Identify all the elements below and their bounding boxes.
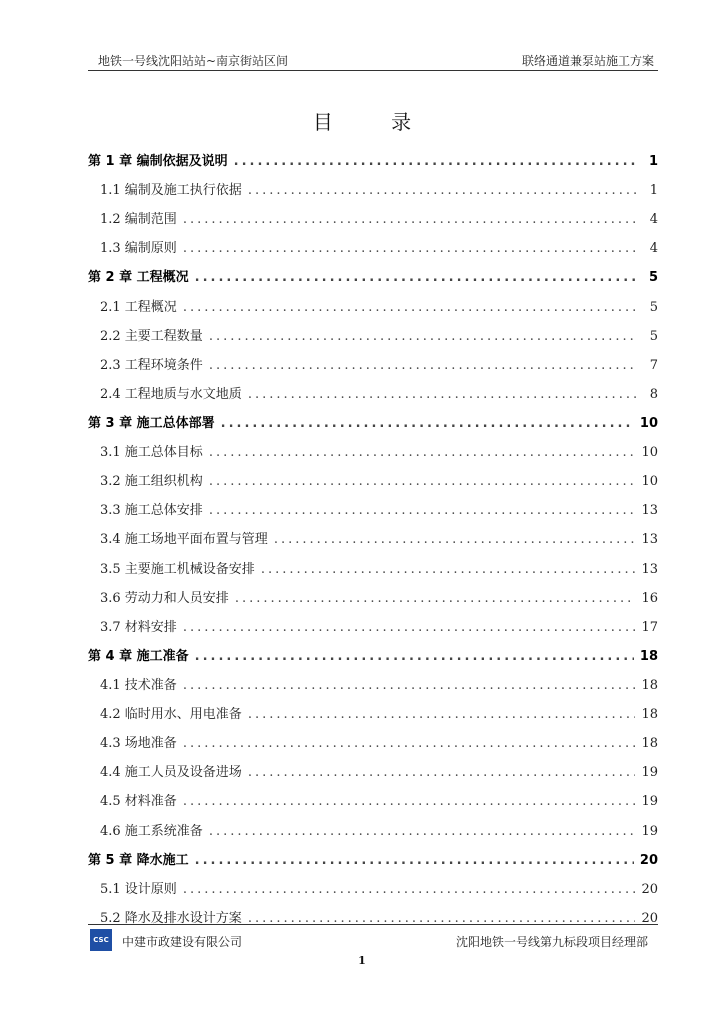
toc-entry-page: 13 [641, 561, 658, 577]
toc-dot-leader [195, 846, 634, 875]
page-footer [88, 924, 658, 953]
toc-section-entry[interactable] [88, 293, 658, 322]
toc-entry-page: 19 [641, 823, 658, 839]
toc-entry-page: 19 [641, 794, 658, 810]
footer-company-name: 中建市政建设有限公司 [122, 935, 243, 949]
toc-entry-title: 2.1 工程概况 [100, 299, 177, 315]
toc-section-entry[interactable] [88, 205, 658, 234]
toc-section-entry[interactable] [88, 671, 658, 700]
toc-section-entry[interactable] [88, 496, 658, 525]
toc-entry-page: 10 [639, 415, 658, 431]
toc-section-entry[interactable] [88, 758, 658, 787]
toc-dot-leader [235, 584, 636, 613]
footer-department: 沈阳地铁一号线第九标段项目经理部 [455, 935, 648, 949]
toc-entry-page: 10 [641, 474, 658, 490]
toc-entry-page: 13 [641, 532, 658, 548]
toc-entry-title: 2.3 工程环境条件 [100, 357, 203, 373]
toc-entry-title: 3.2 施工组织机构 [100, 474, 203, 490]
header-project-title: 地铁一号线沈阳站站~南京街站区间 [98, 54, 289, 68]
page-header [88, 48, 658, 71]
toc-entry-title: 1.3 编制原则 [100, 241, 177, 257]
toc-entry-title: 5.2 降水及排水设计方案 [100, 910, 242, 926]
toc-dot-leader [183, 671, 636, 700]
company-logo [90, 929, 112, 951]
toc-entry-page: 18 [641, 707, 658, 723]
toc-entry-title: 第 2 章 工程概况 [88, 270, 189, 286]
toc-entry-title: 4.6 施工系统准备 [100, 823, 203, 839]
toc-dot-leader [234, 147, 638, 176]
toc-entry-title: 4.5 材料准备 [100, 794, 177, 810]
toc-chapter-entry[interactable] [88, 409, 658, 438]
toc-entry-page: 17 [641, 619, 658, 635]
toc-entry-title: 第 1 章 编制依据及说明 [88, 154, 228, 169]
header-document-title: 联络通道兼泵站施工方案 [521, 54, 654, 68]
toc-dot-leader [209, 322, 638, 351]
toc-entry-title: 2.4 工程地质与水文地质 [100, 386, 242, 402]
toc-section-entry[interactable] [88, 351, 658, 380]
toc-dot-leader [183, 787, 636, 816]
toc-title: 目 录 [312, 110, 438, 134]
toc-dot-leader [248, 176, 638, 205]
toc-entry-title: 4.1 技术准备 [100, 677, 177, 693]
toc-dot-leader [195, 263, 638, 292]
toc-entry-page: 1 [649, 183, 658, 199]
toc-section-entry[interactable] [88, 438, 658, 467]
toc-dot-leader [248, 380, 638, 409]
toc-entry-title: 5.1 设计原则 [100, 881, 177, 897]
toc-section-entry[interactable] [88, 380, 658, 409]
toc-dot-leader [209, 496, 636, 525]
toc-chapter-entry[interactable] [88, 147, 658, 176]
toc-entry-page: 4 [649, 241, 658, 257]
toc-section-entry[interactable] [88, 613, 658, 642]
toc-entry-page: 13 [641, 503, 658, 519]
toc-entry-title: 3.4 施工场地平面布置与管理 [100, 532, 268, 548]
toc-entry-page: 18 [639, 648, 658, 664]
toc-section-entry[interactable] [88, 525, 658, 554]
toc-entry-page: 18 [641, 677, 658, 693]
toc-chapter-entry[interactable] [88, 642, 658, 671]
toc-dot-leader [183, 293, 638, 322]
toc-entry-title: 第 4 章 施工准备 [88, 648, 189, 664]
toc-chapter-entry[interactable] [88, 263, 658, 292]
toc-dot-leader [209, 438, 636, 467]
toc-section-entry[interactable] [88, 787, 658, 816]
toc-section-entry[interactable] [88, 729, 658, 758]
toc-entry-title: 4.3 场地准备 [100, 736, 177, 752]
toc-entry-page: 18 [641, 736, 658, 752]
toc-dot-leader [221, 409, 634, 438]
toc-entry-page: 19 [641, 765, 658, 781]
company-logo-text: CSC [93, 936, 109, 944]
toc-entry-page: 20 [641, 881, 658, 897]
toc-dot-leader [209, 467, 636, 496]
toc-entry-page: 10 [641, 445, 658, 461]
toc-section-entry[interactable] [88, 817, 658, 846]
toc-section-entry[interactable] [88, 584, 658, 613]
toc-dot-leader [209, 817, 636, 846]
toc-entry-page: 5 [649, 299, 658, 315]
toc-chapter-entry[interactable] [88, 846, 658, 875]
toc-entry-title: 3.6 劳动力和人员安排 [100, 590, 229, 606]
page-number: 1 [358, 954, 366, 967]
toc-entry-page: 7 [649, 357, 658, 373]
toc-section-entry[interactable] [88, 467, 658, 496]
toc-dot-leader [209, 351, 638, 380]
toc-entry-title: 1.2 编制范围 [100, 212, 177, 228]
toc-section-entry[interactable] [88, 176, 658, 205]
toc-dot-leader [183, 875, 636, 904]
toc-section-entry[interactable] [88, 234, 658, 263]
toc-dot-leader [183, 613, 636, 642]
toc-entry-page: 4 [649, 212, 658, 228]
toc-dot-leader [274, 525, 636, 554]
toc-section-entry[interactable] [88, 875, 658, 904]
table-of-contents [88, 147, 658, 933]
toc-section-entry[interactable] [88, 555, 658, 584]
toc-entry-title: 3.1 施工总体目标 [100, 445, 203, 461]
toc-entry-page: 20 [641, 910, 658, 926]
toc-entry-page: 5 [648, 270, 658, 286]
toc-entry-page: 20 [639, 852, 658, 868]
toc-entry-page: 1 [648, 154, 658, 169]
toc-entry-title: 1.1 编制及施工执行依据 [100, 183, 242, 199]
toc-dot-leader [248, 700, 636, 729]
toc-dot-leader [195, 642, 634, 671]
toc-entry-title: 3.3 施工总体安排 [100, 503, 203, 519]
toc-dot-leader [183, 729, 636, 758]
toc-entry-page: 8 [649, 386, 658, 402]
toc-entry-page: 16 [641, 590, 658, 606]
toc-section-entry[interactable] [88, 700, 658, 729]
toc-entry-page: 5 [649, 328, 658, 344]
toc-entry-title: 第 5 章 降水施工 [88, 852, 189, 868]
toc-dot-leader [248, 758, 636, 787]
toc-entry-title: 3.5 主要施工机械设备安排 [100, 561, 255, 577]
toc-section-entry[interactable] [88, 322, 658, 351]
toc-dot-leader [183, 234, 638, 263]
toc-entry-title: 2.2 主要工程数量 [100, 328, 203, 344]
toc-entry-title: 第 3 章 施工总体部署 [88, 415, 215, 431]
toc-entry-title: 3.7 材料安排 [100, 619, 177, 635]
toc-dot-leader [261, 555, 636, 584]
toc-dot-leader [183, 205, 638, 234]
toc-entry-title: 4.4 施工人员及设备进场 [100, 765, 242, 781]
toc-entry-title: 4.2 临时用水、用电准备 [100, 707, 242, 723]
